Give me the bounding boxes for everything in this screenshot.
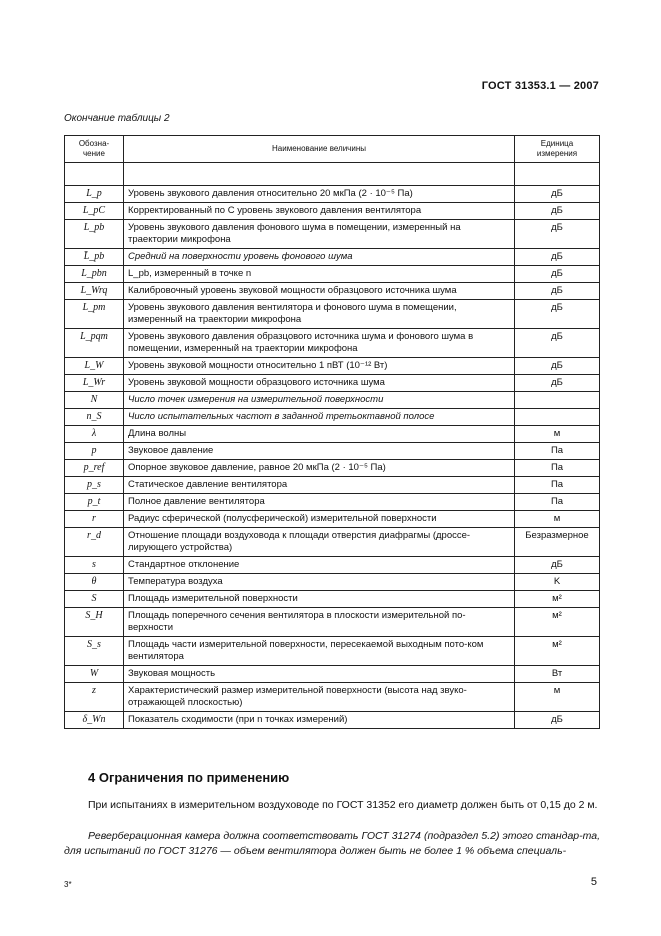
table-row bbox=[65, 266, 600, 283]
cell-unit: дБ bbox=[515, 300, 600, 329]
table-row bbox=[65, 203, 600, 220]
cell-symbol: S bbox=[65, 591, 124, 608]
cell-name: Уровень звукового давления относительно 20 мкПа (2 · 10⁻⁵ Па) bbox=[124, 186, 515, 203]
cell-symbol: W bbox=[65, 666, 124, 683]
cell-name: L_pb, измеренный в точке n bbox=[124, 266, 515, 283]
page-number: 5 bbox=[590, 876, 597, 888]
table-row bbox=[65, 392, 600, 409]
standard-number: ГОСТ 31353.1 — 2007 bbox=[481, 80, 599, 92]
table-row bbox=[65, 426, 600, 443]
cell-unit: дБ bbox=[515, 203, 600, 220]
cell-name: Калибровочный уровень звуковой мощности образцового источника шума bbox=[124, 283, 515, 300]
table-row bbox=[65, 511, 600, 528]
cell-unit: Безразмерное bbox=[515, 528, 600, 557]
cell-name: Отношение площади воздуховода к площади отверстия диафрагмы (дроссе-лирующего устройства) bbox=[124, 528, 515, 557]
cell-unit: дБ bbox=[515, 557, 600, 574]
cell-name: Площадь измерительной поверхности bbox=[124, 591, 515, 608]
table-row bbox=[65, 557, 600, 574]
cell-unit: дБ bbox=[515, 283, 600, 300]
cell-name: Площадь поперечного сечения вентилятора в плоскости измерительной по-верхности bbox=[124, 608, 515, 637]
cell-name: Опорное звуковое давление, равное 20 мкПа (2 · 10⁻⁵ Па) bbox=[124, 460, 515, 477]
cell-name: Температура воздуха bbox=[124, 574, 515, 591]
table-row bbox=[65, 358, 600, 375]
cell-name: Радиус сферической (полусферической) измерительной поверхности bbox=[124, 511, 515, 528]
table-row bbox=[65, 186, 600, 203]
paragraph-1: При испытаниях в измерительном воздуховоде по ГОСТ 31352 его диаметр должен быть от 0,15 до 2 м. bbox=[88, 799, 598, 811]
table-row bbox=[65, 220, 600, 249]
table-row bbox=[65, 249, 600, 266]
footnote-mark: 3* bbox=[64, 880, 72, 889]
table-row bbox=[65, 477, 600, 494]
cell-unit: м bbox=[515, 511, 600, 528]
table-row bbox=[65, 528, 600, 557]
cell-symbol: θ bbox=[65, 574, 124, 591]
cell-unit: Па bbox=[515, 460, 600, 477]
table-row bbox=[65, 494, 600, 511]
table-row bbox=[65, 375, 600, 392]
paragraph-2: Реверберационная камера должна соответствовать ГОСТ 31274 (подраздел 5.2) этого стандар-та, для испытаний по ГОСТ 31276 — объем вентилятора должен быть не более 1 % объема специаль- bbox=[64, 830, 600, 857]
cell-symbol: λ bbox=[65, 426, 124, 443]
cell-name: Полное давление вентилятора bbox=[124, 494, 515, 511]
cell-symbol: p_s bbox=[65, 477, 124, 494]
table-row bbox=[65, 283, 600, 300]
header-name: Наименование величины bbox=[124, 136, 515, 163]
cell-name: Число испытательных частот в заданной третьоктавной полосе bbox=[124, 409, 515, 426]
table-row bbox=[65, 608, 600, 637]
cell-name: Статическое давление вентилятора bbox=[124, 477, 515, 494]
cell-symbol: z bbox=[65, 683, 124, 712]
cell-unit: дБ bbox=[515, 329, 600, 358]
table-row bbox=[65, 460, 600, 477]
cell-symbol: r bbox=[65, 511, 124, 528]
table-caption: Окончание таблицы 2 bbox=[64, 113, 170, 124]
cell-unit: дБ bbox=[515, 375, 600, 392]
cell-symbol: L̄_pb bbox=[65, 249, 124, 266]
cell-unit: Па bbox=[515, 494, 600, 511]
cell-unit: дБ bbox=[515, 266, 600, 283]
cell-name: Звуковая мощность bbox=[124, 666, 515, 683]
cell-name: Характеристический размер измерительной поверхности (высота над звуко-отражающей плоскостью) bbox=[124, 683, 515, 712]
cell-symbol: s bbox=[65, 557, 124, 574]
parameters-table bbox=[64, 135, 600, 729]
cell-symbol: L_pm bbox=[65, 300, 124, 329]
cell-unit: м bbox=[515, 426, 600, 443]
cell-unit: K bbox=[515, 574, 600, 591]
cell-symbol: p_ref bbox=[65, 460, 124, 477]
cell-unit: дБ bbox=[515, 249, 600, 266]
cell-unit: дБ bbox=[515, 186, 600, 203]
cell-symbol: L_pbn bbox=[65, 266, 124, 283]
cell-name: Длина волны bbox=[124, 426, 515, 443]
table-row bbox=[65, 443, 600, 460]
table-body bbox=[65, 163, 600, 729]
cell-symbol: L_pqm bbox=[65, 329, 124, 358]
cell-unit bbox=[515, 409, 600, 426]
table-row bbox=[65, 329, 600, 358]
cell-symbol: N bbox=[65, 392, 124, 409]
cell-name: Уровень звуковой мощности образцового источника шума bbox=[124, 375, 515, 392]
cell-unit: м² bbox=[515, 608, 600, 637]
cell-unit: м² bbox=[515, 591, 600, 608]
cell-name: Корректированный по C уровень звукового давления вентилятора bbox=[124, 203, 515, 220]
cell-symbol: L_W bbox=[65, 358, 124, 375]
cell-unit: дБ bbox=[515, 358, 600, 375]
cell-symbol: δ_Wn bbox=[65, 712, 124, 729]
cell-symbol: n_S bbox=[65, 409, 124, 426]
table-row bbox=[65, 574, 600, 591]
cell-unit: м bbox=[515, 683, 600, 712]
cell-symbol: L_pb bbox=[65, 220, 124, 249]
table-row bbox=[65, 683, 600, 712]
cell-name: Уровень звукового давления вентилятора и фонового шума в помещении, измеренный на траектории микрофона bbox=[124, 300, 515, 329]
header-symbol: Обозна- чение bbox=[65, 136, 124, 163]
cell-symbol: r_d bbox=[65, 528, 124, 557]
cell-name: Уровень звукового давления образцового источника шума и фонового шума в помещении, измеренный на траектории микрофона bbox=[124, 329, 515, 358]
cell-unit bbox=[515, 392, 600, 409]
table-row bbox=[65, 409, 600, 426]
cell-name: Число точек измерения на измерительной поверхности bbox=[124, 392, 515, 409]
cell-symbol: p_t bbox=[65, 494, 124, 511]
cell-name: Показатель сходимости (при n точках измерений) bbox=[124, 712, 515, 729]
table-row bbox=[65, 712, 600, 729]
cell-unit: Вт bbox=[515, 666, 600, 683]
cell-unit: Па bbox=[515, 477, 600, 494]
section-heading: 4 Ограничения по применению bbox=[88, 770, 290, 785]
cell-symbol: L_Wr bbox=[65, 375, 124, 392]
cell-name: Уровень звуковой мощности относительно 1 пВТ (10⁻¹² Вт) bbox=[124, 358, 515, 375]
cell-symbol: S_H bbox=[65, 608, 124, 637]
cell-symbol: L_p bbox=[65, 186, 124, 203]
header-unit: Единица измерения bbox=[515, 136, 600, 163]
cell-name: Средний на поверхности уровень фонового шума bbox=[124, 249, 515, 266]
cell-unit: Па bbox=[515, 443, 600, 460]
cell-symbol: p bbox=[65, 443, 124, 460]
spacer-row bbox=[65, 163, 600, 186]
cell-symbol: L_Wrq bbox=[65, 283, 124, 300]
table-row bbox=[65, 591, 600, 608]
table-row bbox=[65, 300, 600, 329]
cell-symbol: S_s bbox=[65, 637, 124, 666]
cell-name: Площадь части измерительной поверхности, пересекаемой выходным пото-ком вентилятора bbox=[124, 637, 515, 666]
cell-symbol: L_pC bbox=[65, 203, 124, 220]
table-row bbox=[65, 666, 600, 683]
cell-name: Звуковое давление bbox=[124, 443, 515, 460]
cell-unit: дБ bbox=[515, 712, 600, 729]
table-row bbox=[65, 637, 600, 666]
cell-name: Уровень звукового давления фонового шума в помещении, измеренный на траектории микрофона bbox=[124, 220, 515, 249]
cell-unit: м² bbox=[515, 637, 600, 666]
cell-name: Стандартное отклонение bbox=[124, 557, 515, 574]
cell-unit: дБ bbox=[515, 220, 600, 249]
